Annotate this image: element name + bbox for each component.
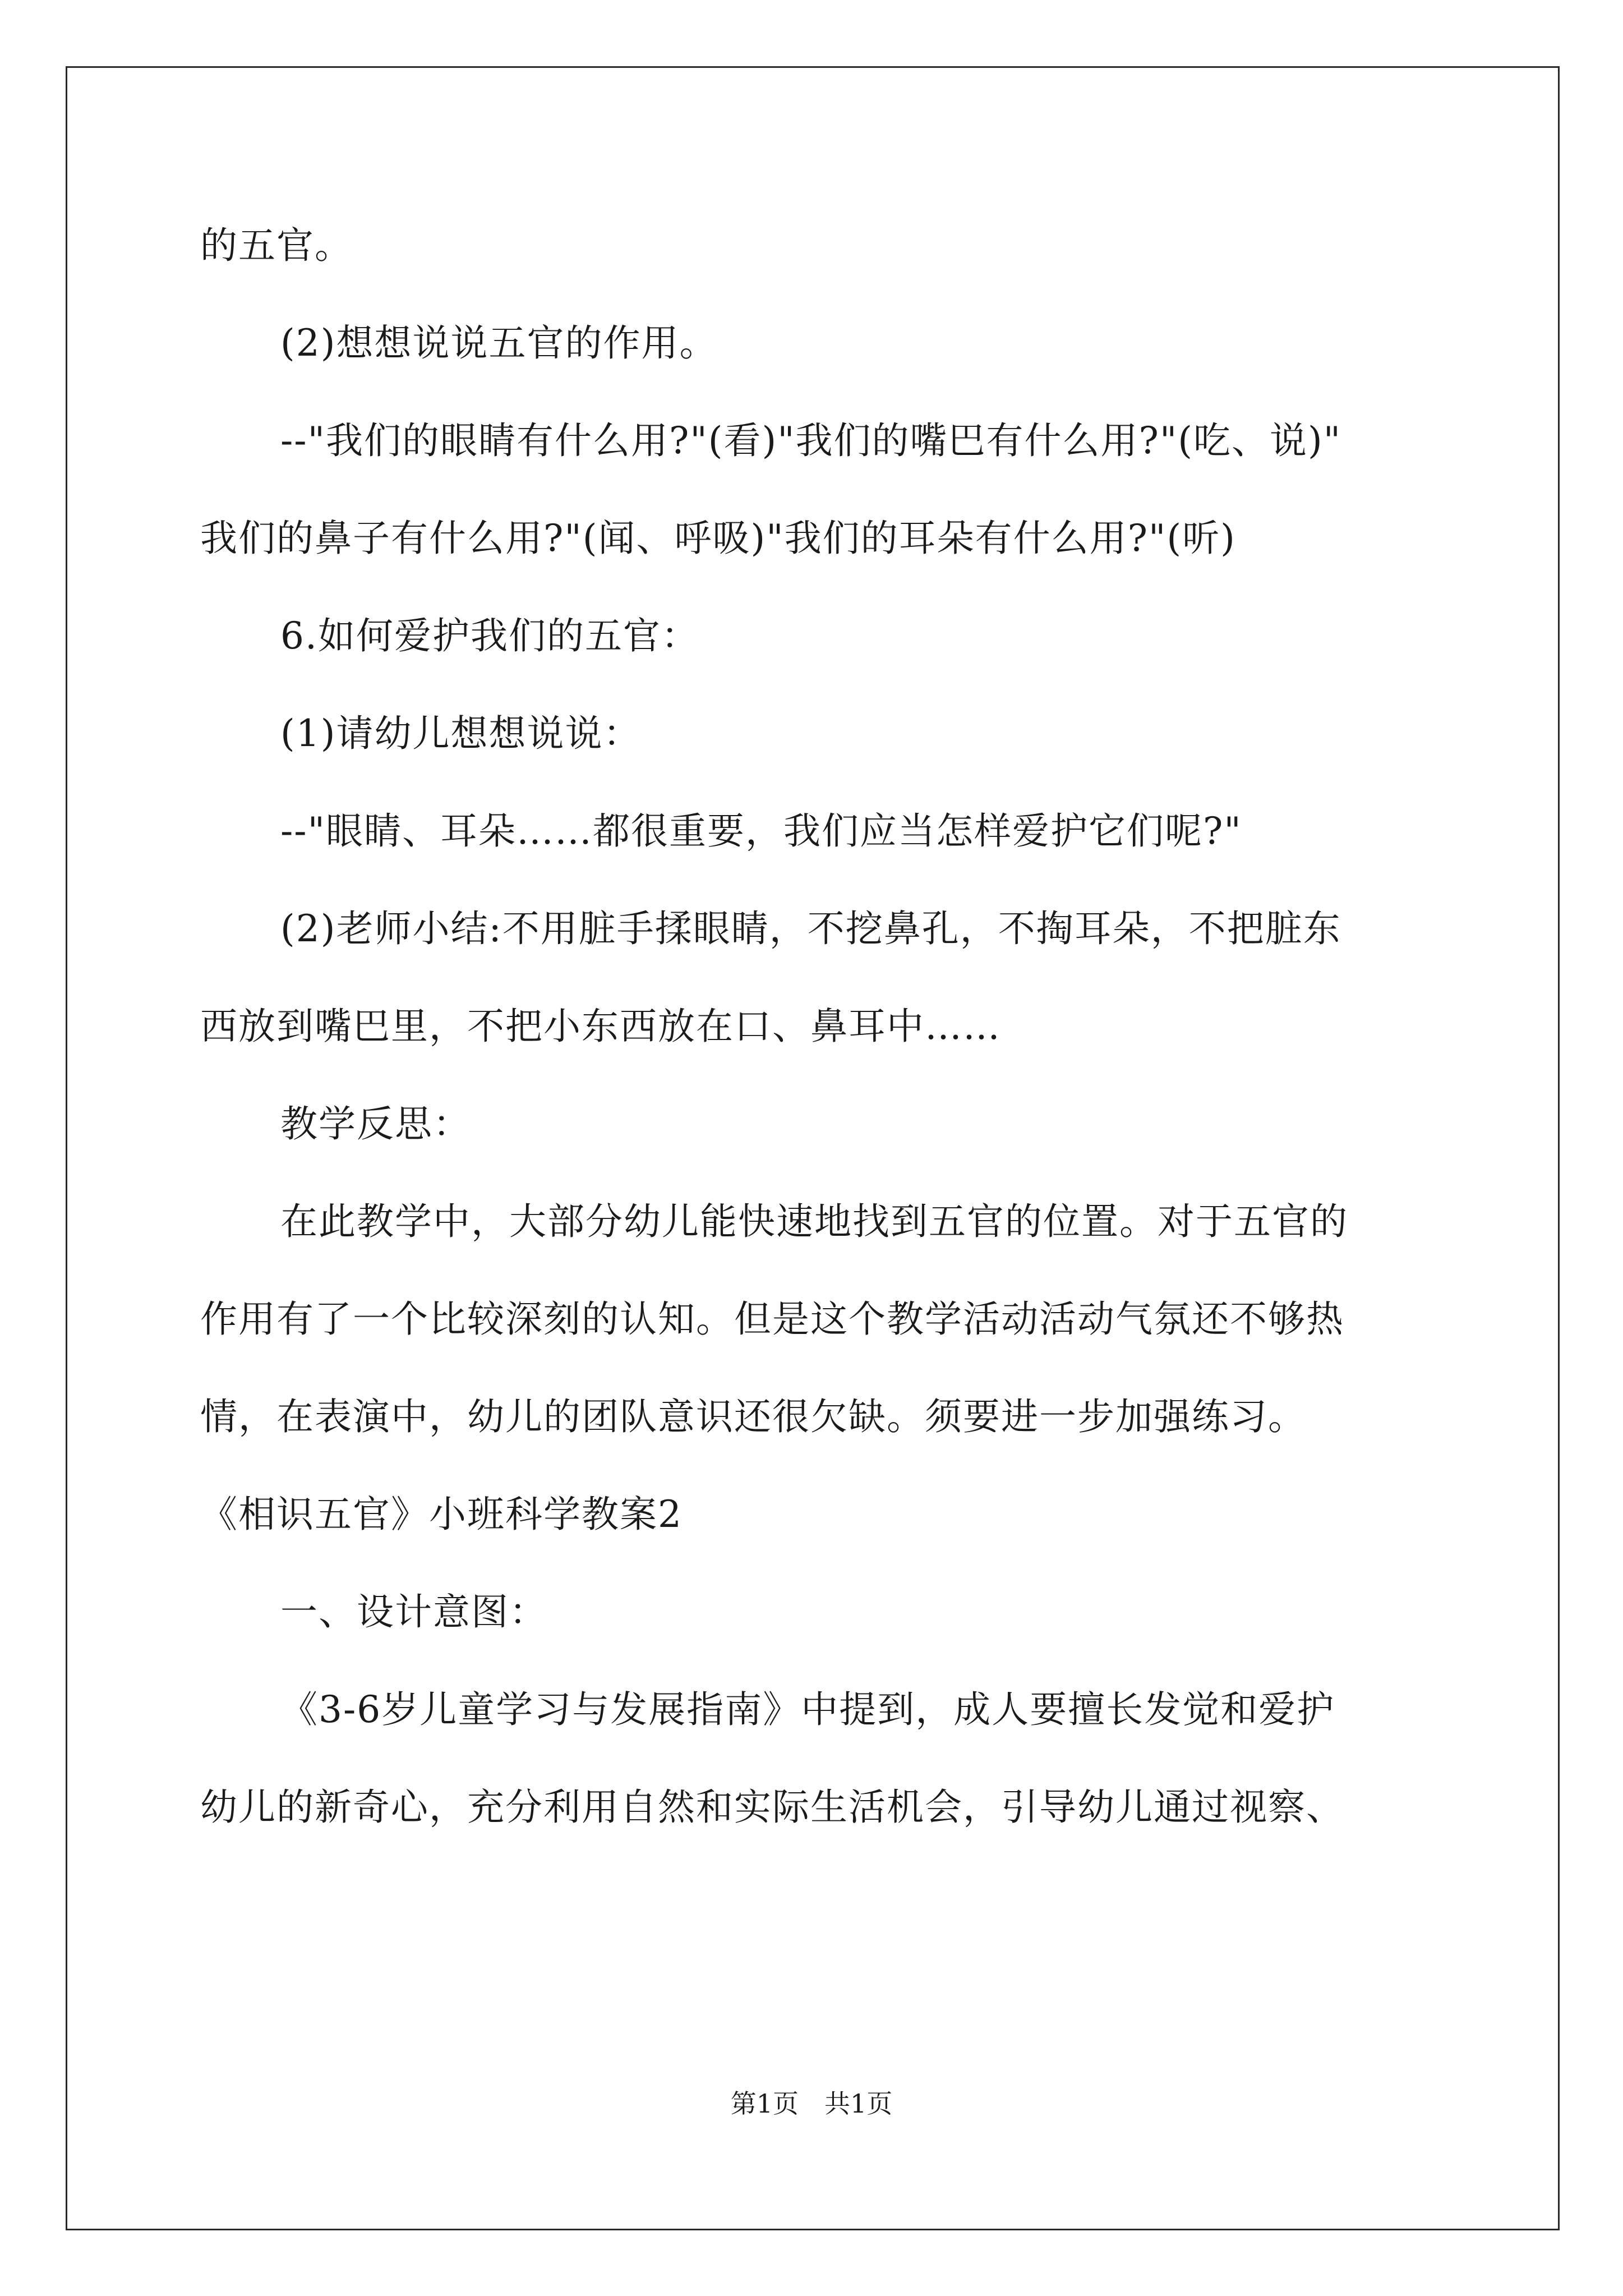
text-line: --"我们的眼睛有什么用?"(看)"我们的嘴巴有什么用?"(吃、说)": [280, 419, 1342, 462]
text-line: (2)老师小结:不用脏手揉眼睛，不挖鼻孔，不掏耳朵，不把脏东: [280, 907, 1341, 950]
text-line: (2)想想说说五官的作用。: [280, 321, 718, 365]
text-line: 《3-6岁儿童学习与发展指南》中提到，成人要擅长发觉和爱护: [280, 1688, 1335, 1731]
text-line: 在此教学中，大部分幼儿能快速地找到五官的位置。对于五官的: [280, 1200, 1348, 1243]
text-line: --"眼睛、耳朵……都很重要，我们应当怎样爱护它们呢?": [280, 809, 1242, 853]
section-heading: 一、设计意图：: [280, 1590, 547, 1634]
text-line: 的五官。: [200, 224, 353, 267]
document-title: 《相识五官》小班科学教案2: [200, 1493, 683, 1536]
page-footer: 第1页 共1页: [730, 2088, 893, 2119]
text-line: 幼儿的新奇心，充分利用自然和实际生活机会，引导幼儿通过视察、: [200, 1786, 1344, 1829]
text-line: (1)请幼儿想想说说：: [280, 712, 642, 755]
text-line: 我们的鼻子有什么用?"(闻、呼吸)"我们的耳朵有什么用?"(听): [200, 517, 1236, 560]
text-line: 作用有了一个比较深刻的认知。但是这个教学活动活动气氛还不够热: [200, 1297, 1344, 1341]
text-line: 西放到嘴巴里，不把小东西放在口、鼻耳中……: [200, 1005, 1001, 1048]
text-line: 6.如何爱护我们的五官：: [280, 614, 699, 657]
section-heading: 教学反思：: [280, 1102, 471, 1145]
text-line: 情，在表演中，幼儿的团队意识还很欠缺。须要进一步加强练习。: [200, 1395, 1306, 1438]
